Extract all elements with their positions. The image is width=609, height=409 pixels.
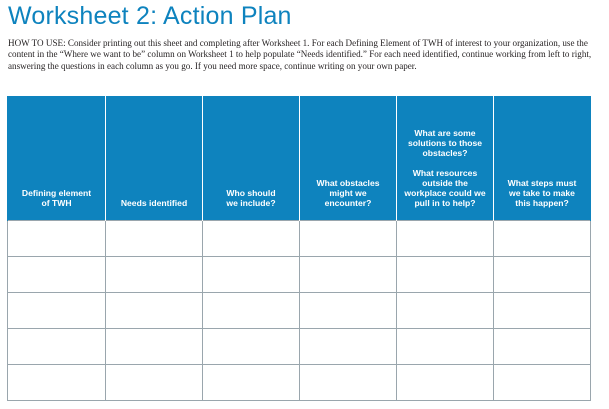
table-cell[interactable]: [203, 329, 300, 365]
header-line: might we: [329, 188, 367, 198]
table-cell[interactable]: [494, 329, 591, 365]
table-cell[interactable]: [300, 257, 397, 293]
table-cell[interactable]: [397, 257, 494, 293]
header-line: What steps must: [507, 178, 577, 188]
header-obstacles: [300, 96, 397, 221]
header-line: we include?: [226, 198, 276, 208]
table-cell[interactable]: [8, 293, 106, 329]
header-line: obstacles?: [422, 148, 468, 158]
header-line: Defining element: [21, 188, 92, 198]
header-steps: [494, 96, 591, 221]
header-solutions-resources: [397, 96, 494, 221]
page-title: Worksheet 2: Action Plan: [8, 2, 292, 30]
table-cell[interactable]: [8, 221, 106, 257]
table-cell[interactable]: [203, 365, 300, 401]
table-row: [8, 293, 591, 329]
table-cell[interactable]: [494, 293, 591, 329]
header-line: outside the: [422, 178, 468, 188]
table-cell[interactable]: [106, 257, 203, 293]
header-spacer: [401, 158, 489, 168]
header-needs-identified: [106, 96, 203, 221]
table-cell[interactable]: [8, 257, 106, 293]
table-cell[interactable]: [106, 293, 203, 329]
table-cell[interactable]: [397, 329, 494, 365]
table-cell[interactable]: [106, 221, 203, 257]
header-line: we take to make: [509, 188, 575, 198]
header-line: What resources: [412, 168, 478, 178]
header-line: encounter?: [324, 198, 372, 208]
table-cell[interactable]: [300, 329, 397, 365]
table-cell[interactable]: [300, 293, 397, 329]
header-who-include: [203, 96, 300, 221]
header-defining-element: [8, 96, 106, 221]
table-cell[interactable]: [494, 257, 591, 293]
header-line: workplace could we: [404, 188, 486, 198]
table-row: [8, 329, 591, 365]
table-cell[interactable]: [300, 221, 397, 257]
table-cell[interactable]: [8, 365, 106, 401]
action-plan-table: [7, 96, 591, 401]
table-cell[interactable]: [106, 329, 203, 365]
table-cell[interactable]: [494, 365, 591, 401]
header-line: pull in to help?: [414, 198, 476, 208]
header-line: What are some: [414, 128, 476, 138]
table-cell[interactable]: [397, 293, 494, 329]
table-cell[interactable]: [203, 293, 300, 329]
header-row: [8, 96, 591, 221]
table-cell[interactable]: [203, 221, 300, 257]
table-cell[interactable]: [300, 365, 397, 401]
table-row: [8, 365, 591, 401]
header-line: this happen?: [515, 198, 569, 208]
table-cell[interactable]: [397, 365, 494, 401]
table-cell[interactable]: [494, 221, 591, 257]
table-row: [8, 221, 591, 257]
header-line: of TWH: [41, 198, 72, 208]
instructions-label: HOW TO USE:: [8, 38, 66, 48]
table-cell[interactable]: [397, 221, 494, 257]
table-cell[interactable]: [106, 365, 203, 401]
header-line: Who should: [226, 188, 276, 198]
table-cell[interactable]: [8, 329, 106, 365]
table-cell[interactable]: [203, 257, 300, 293]
instructions-text: Consider printing out this sheet and completing after Worksheet 1. For each Defining Element of TWH of interest to your organization, use the content in the “Where we want to be” column on Worksheet 1 to help populate “Needs identified.” For each need identified, continue working from left to right, answering the questions in each column as you go. If you need more space, continue writing on your own paper.: [8, 38, 592, 71]
instructions-paragraph: [8, 38, 598, 72]
header-line: Needs identified: [120, 198, 188, 208]
header-line: solutions to those: [408, 138, 482, 148]
table-row: [8, 257, 591, 293]
header-line: What obstacles: [316, 178, 380, 188]
